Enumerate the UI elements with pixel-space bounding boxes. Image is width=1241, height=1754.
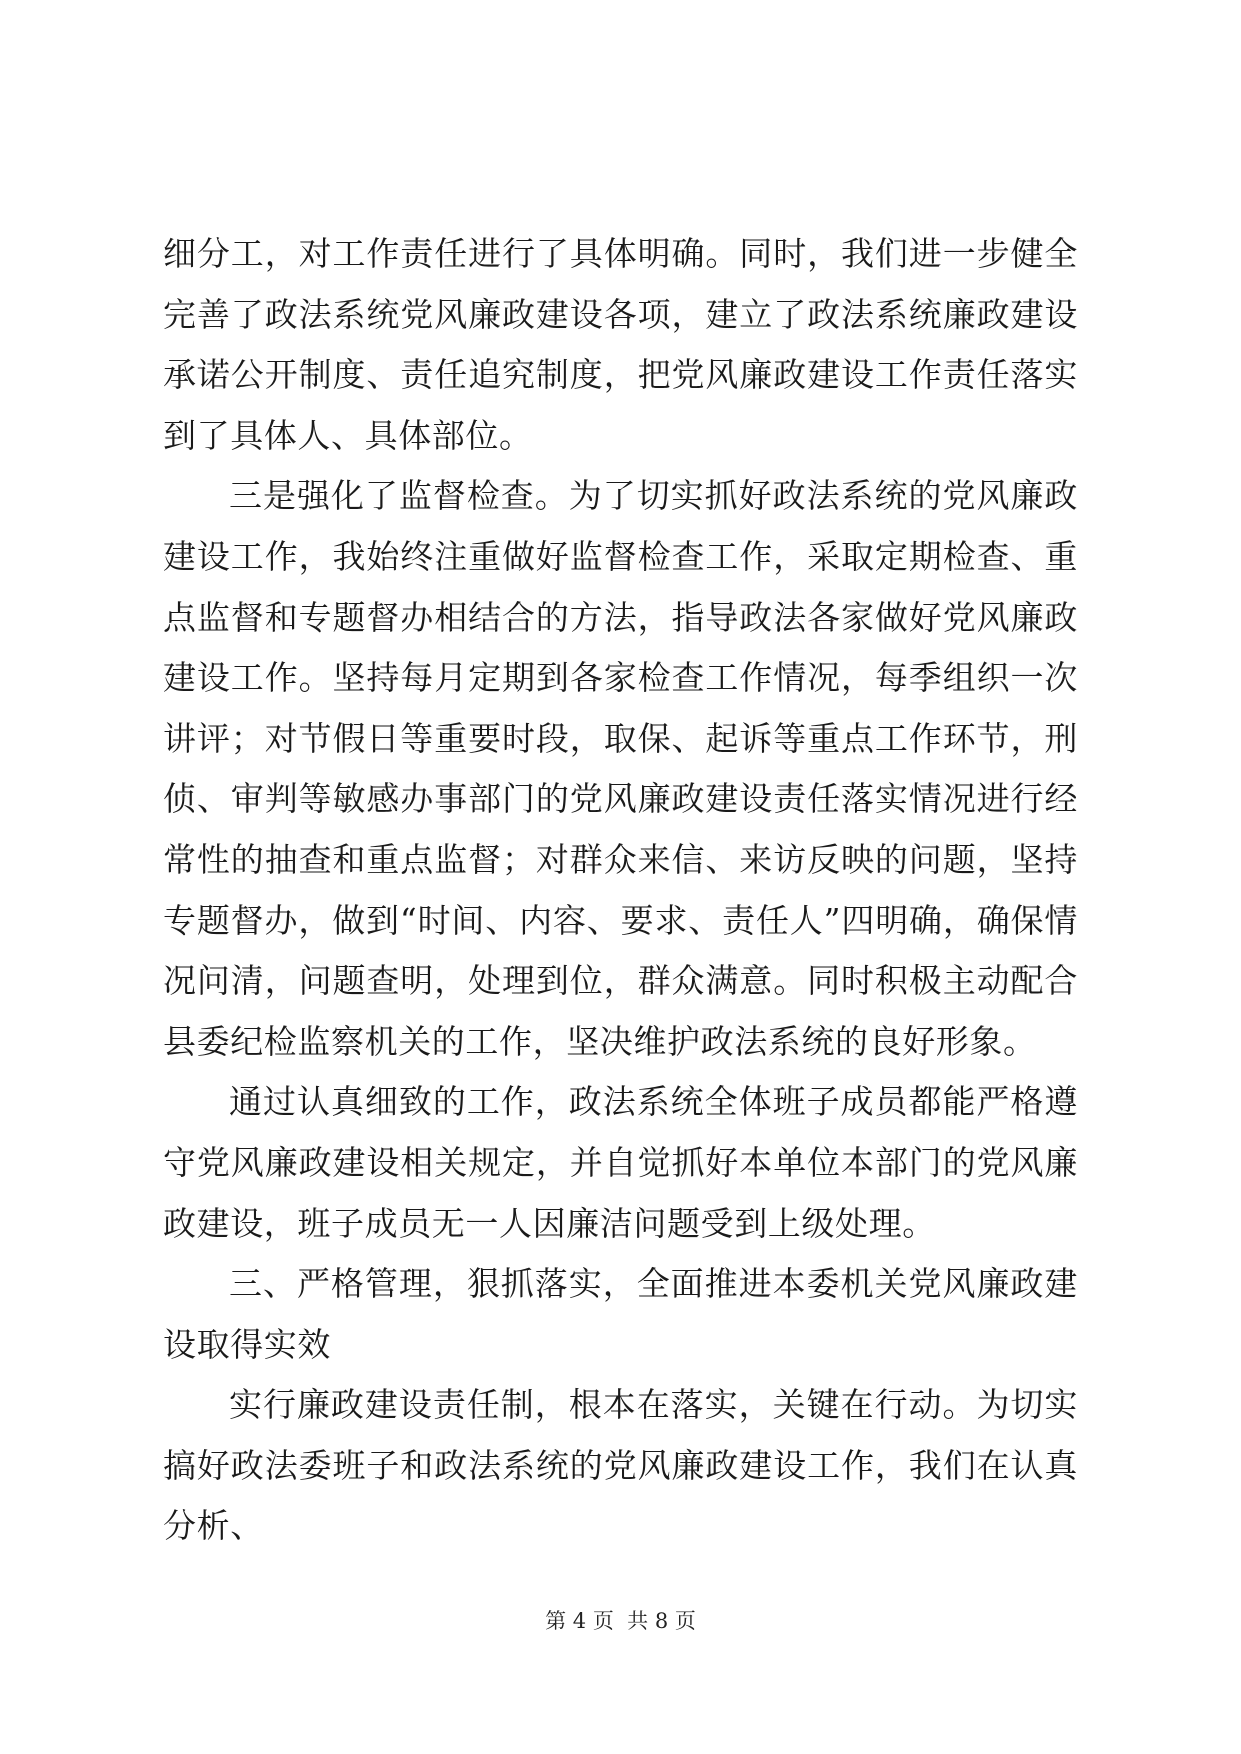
section-heading: 三、严格管理，狠抓落实，全面推进本委机关党风廉政建设取得实效	[163, 1264, 1078, 1364]
page-number-footer	[0, 1606, 1241, 1636]
paragraph-results: 通过认真细致的工作，政法系统全体班子成员都能严格遵守党风廉政建设相关规定，并自觉抓好本单位本部门的党风廉政建设，班子成员无一人因廉洁问题受到上级处理。	[163, 1082, 1078, 1243]
paragraph-supervision: 三是强化了监督检查。为了切实抓好政法系统的党风廉政建设工作，我始终注重做好监督检查工作，采取定期检查、重点监督和专题督办相结合的方法，指导政法各家做好党风廉政建设工作。坚持每月定期到各家检查工作情况，每季组织一次讲评；对节假日等重要时段，取保、起诉等重点工作环节，刑侦、审判等敏感办事部门的党风廉政建设责任落实情况进行经常性的抽查和重点监督；对群众来信、来访反映的问题，坚持专题督办，做到“时间、内容、要求、责任人”四明确，确保情况问清，问题查明，处理到位，群众满意。同时积极主动配合县委纪检监察机关的工作，坚决维护政法系统的良好形象。	[163, 476, 1078, 1061]
paragraph-responsibility: 实行廉政建设责任制，根本在落实，关键在行动。为切实搞好政法委班子和政法系统的党风廉政建设工作，我们在认真分析、	[163, 1385, 1078, 1546]
paragraph-continuation: 细分工，对工作责任进行了具体明确。同时，我们进一步健全完善了政法系统党风廉政建设各项，建立了政法系统廉政建设承诺公开制度、责任追究制度，把党风廉政建设工作责任落实到了具体人、具体部位。	[163, 234, 1078, 455]
document-body	[163, 224, 1078, 1557]
page-number-label: 第 4 页 共 8 页	[545, 1609, 696, 1633]
